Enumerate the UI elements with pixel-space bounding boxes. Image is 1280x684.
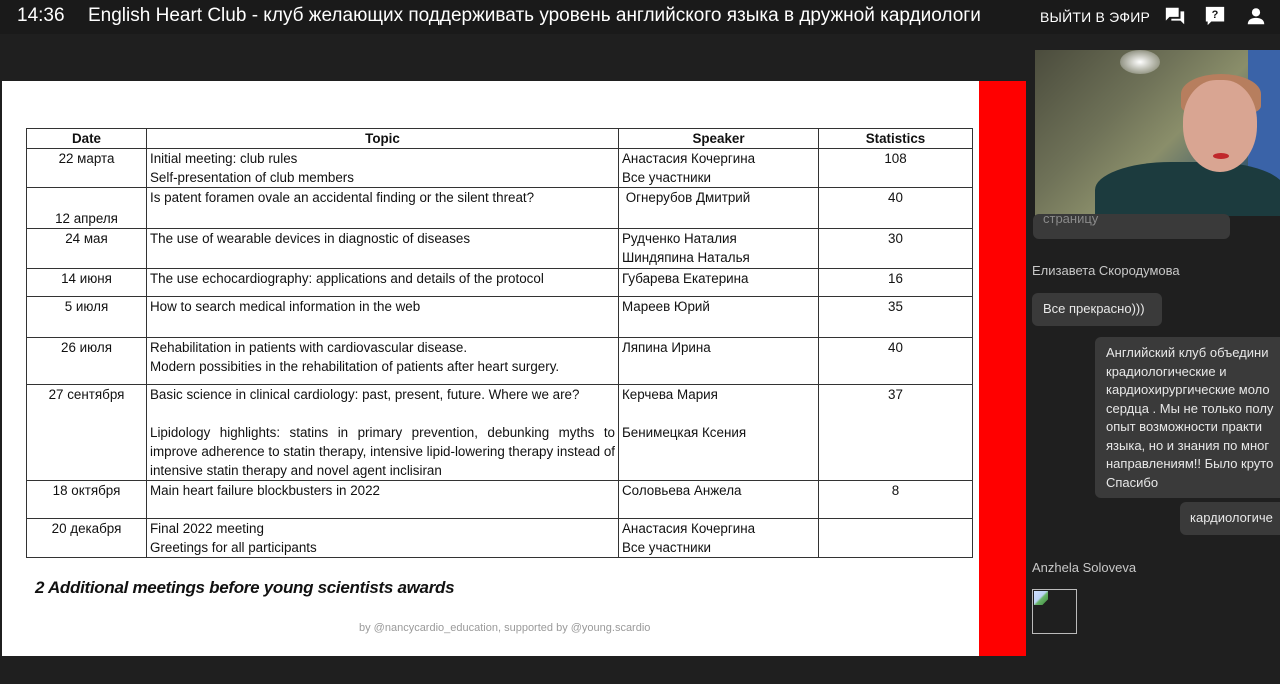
chat-icon[interactable] [1164, 5, 1186, 27]
date-cell [27, 188, 147, 229]
table-row [27, 338, 973, 385]
speaker-line: Керчева Мария [622, 387, 718, 402]
speaker-line: Все участники [622, 170, 711, 185]
table-row [27, 297, 973, 338]
stat-cell: 16 [819, 269, 973, 297]
stat-cell: 40 [819, 188, 973, 229]
speaker-cell [619, 188, 819, 229]
stat-cell: 40 [819, 338, 973, 385]
chat-author: Елизавета Скородумова [1032, 263, 1180, 278]
header-topic: Topic [147, 129, 619, 149]
topic-line: The use of wearable devices in diagnostic of diseases [150, 231, 471, 246]
topic-line: Final 2022 meeting [150, 521, 264, 536]
topic-line: Main heart failure blockbusters in 2022 [150, 483, 381, 498]
header-statistics: Statistics [819, 129, 973, 149]
speaker-line: Бенимецкая Ксения [622, 425, 747, 440]
speaker-line: Рудченко Наталия [622, 231, 737, 246]
topic-line: Initial meeting: club rules [150, 151, 298, 166]
speaker-cell [619, 385, 819, 481]
svg-text:?: ? [1211, 8, 1219, 21]
chat-message-text: страницу [1043, 214, 1099, 226]
date-cell: 18 октября [27, 481, 147, 519]
topic-cell [147, 481, 619, 519]
slide-red-bar [979, 81, 1026, 656]
topic-cell [147, 519, 619, 558]
chat-message [1033, 214, 1230, 239]
speaker-line: Соловьева Анжела [622, 483, 742, 498]
speaker-line: Губарева Екатерина [622, 271, 749, 286]
clock: 14:36 [17, 5, 65, 26]
topic-cell [147, 149, 619, 188]
chat-message-line: языка, но и знания по мног [1106, 437, 1270, 453]
stat-cell: 8 [819, 481, 973, 519]
chat-message-line: крадиологические и [1106, 363, 1227, 379]
speaker-cell [619, 297, 819, 338]
topic-paragraph: Lipidology highlights: statins in primary prevention, debunking myths to improve adherence to statin therapy, intensive lipid-lowering therapy instead of intensive statin therapy and novel agent inclisiran [150, 425, 615, 478]
chat-message-line: Английский клуб объедини [1106, 345, 1269, 360]
speaker-cell [619, 481, 819, 519]
table-row [27, 229, 973, 269]
topic-cell [147, 385, 619, 481]
speaker-cell [619, 149, 819, 188]
speaker-line: Анастасия Кочергина [622, 151, 756, 166]
date-text: 12 апреля [55, 211, 118, 226]
chat-author: Anzhela Soloveva [1032, 560, 1137, 575]
help-icon[interactable] [1204, 5, 1226, 27]
stat-cell: 30 [819, 229, 973, 269]
chat-message-line: Спасибо [1106, 474, 1159, 490]
date-cell: 26 июля [27, 338, 147, 385]
speaker-line: Шиндяпина Наталья [622, 250, 750, 265]
table-row [27, 188, 973, 229]
topic-cell [147, 297, 619, 338]
topic-line: Rehabilitation in patients with cardiovascular disease. [150, 340, 468, 355]
speaker-line: Мареев Юрий [622, 299, 710, 314]
user-icon[interactable] [1245, 5, 1267, 27]
topic-cell [147, 338, 619, 385]
speaker-cell [619, 519, 819, 558]
chat-message-line: опыт возможности практи [1106, 419, 1262, 434]
topic-line: Self-presentation of club members [150, 170, 354, 185]
date-cell: 22 марта [27, 149, 147, 188]
table-row [27, 385, 973, 481]
date-cell: 24 мая [27, 229, 147, 269]
stat-cell: 35 [819, 297, 973, 338]
stat-cell: 37 [819, 385, 973, 481]
chat-message-line: кардиохирургические моло [1106, 382, 1270, 397]
table-header-row [27, 129, 973, 149]
topic-line: Is patent foramen ovale an accidental finding or the silent threat? [150, 190, 535, 205]
slide-credit: by @nancycardio_education, supported by @young.scardio [359, 622, 651, 634]
table-row [27, 519, 973, 558]
video-person-lips [1213, 153, 1229, 159]
chat-message [1095, 337, 1280, 498]
date-cell: 14 июня [27, 269, 147, 297]
schedule-table [26, 128, 973, 558]
speaker-cell [619, 229, 819, 269]
speaker-line: Анастасия Кочергина [622, 521, 756, 536]
date-cell: 27 сентября [27, 385, 147, 481]
topic-line: Modern possibities in the rehabilitation of patients after heart surgery. [150, 359, 560, 374]
speaker-line: Огнерубов Дмитрий [622, 190, 751, 205]
topic-line: Greetings for all participants [150, 540, 317, 555]
webcam-video[interactable] [1035, 50, 1280, 216]
header-speaker: Speaker [619, 129, 819, 149]
broken-image-icon [1034, 591, 1048, 605]
stream-title: English Heart Club - клуб желающих поддерживать уровень английского языка в дружной кардиологи [88, 5, 981, 26]
topic-line: Basic science in clinical cardiology: past, present, future. Where we are? [150, 387, 580, 402]
chat-message-line: сердца . Мы не только полу [1106, 400, 1274, 416]
date-cell: 5 июля [27, 297, 147, 338]
speaker-cell [619, 269, 819, 297]
chat-message: Все прекрасно))) [1032, 293, 1162, 326]
topic-cell [147, 188, 619, 229]
topic-line: The use echocardiography: applications and details of the protocol [150, 271, 544, 286]
broken-image-attachment[interactable] [1032, 589, 1077, 634]
table-row [27, 149, 973, 188]
topic-cell [147, 269, 619, 297]
speaker-cell [619, 338, 819, 385]
date-cell: 20 декабря [27, 519, 147, 558]
additional-meetings-note: 2 Additional meetings before young scientists awards [35, 578, 455, 597]
chat-message: кардиологиче [1180, 502, 1280, 535]
go-live-button[interactable]: ВЫЙТИ В ЭФИР [1040, 9, 1151, 25]
topic-cell [147, 229, 619, 269]
speaker-line: Ляпина Ирина [622, 340, 711, 355]
table-row [27, 481, 973, 519]
chat-message-line: направлениям!! Было круто [1106, 456, 1274, 471]
stat-cell [819, 519, 973, 558]
speaker-line: Все участники [622, 540, 711, 555]
video-person-body [1095, 162, 1280, 216]
header-date: Date [27, 129, 147, 149]
topic-line: How to search medical information in the web [150, 299, 421, 314]
top-bar [0, 0, 1280, 34]
stat-cell: 108 [819, 149, 973, 188]
table-row [27, 269, 973, 297]
ceiling-light [1120, 50, 1160, 74]
